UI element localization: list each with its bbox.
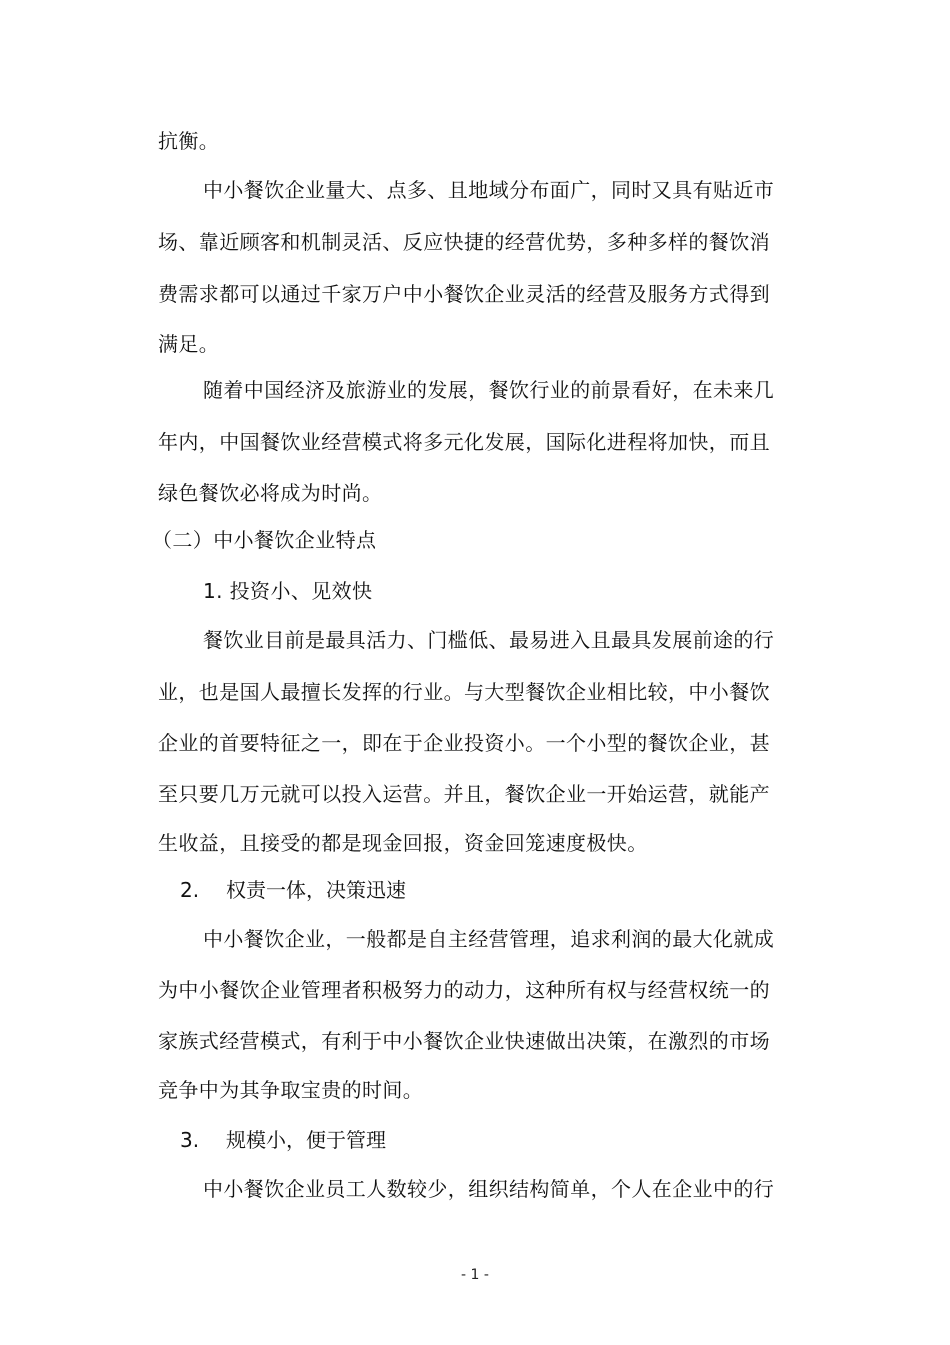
paragraph-line: 年内，中国餐饮业经营模式将多元化发展，国际化进程将加快，而且 (158, 430, 770, 454)
paragraph-line: 竞争中为其争取宝贵的时间。 (158, 1078, 424, 1102)
item-heading: 1. 投资小、见效快 (203, 579, 373, 603)
paragraph-line: 中小餐饮企业员工人数较少，组织结构简单，个人在企业中的行 (203, 1177, 775, 1201)
item-heading: 规模小，便于管理 (226, 1128, 386, 1152)
paragraph-line: 企业的首要特征之一，即在于企业投资小。一个小型的餐饮企业，甚 (158, 731, 770, 755)
paragraph-line: 抗衡。 (158, 129, 220, 153)
paragraph-line: 满足。 (158, 332, 220, 356)
paragraph-line: 场、靠近顾客和机制灵活、反应快捷的经营优势，多种多样的餐饮消 (158, 230, 770, 254)
paragraph-line: 业，也是国人最擅长发挥的行业。与大型餐饮企业相比较，中小餐饮 (158, 680, 770, 704)
paragraph-line: 随着中国经济及旅游业的发展，餐饮行业的前景看好，在未来几 (203, 378, 775, 402)
paragraph-line: 生收益，且接受的都是现金回报，资金回笼速度极快。 (158, 831, 648, 855)
item-number: 2. (180, 878, 200, 902)
item-number: 3. (180, 1128, 200, 1152)
page-number: - 1 - (461, 1267, 489, 1283)
item-heading: 权责一体，决策迅速 (226, 878, 406, 902)
paragraph-line: 家族式经营模式，有利于中小餐饮企业快速做出决策，在激烈的市场 (158, 1029, 770, 1053)
paragraph-line: 中小餐饮企业，一般都是自主经营管理，追求利润的最大化就成 (203, 927, 775, 951)
paragraph-line: 为中小餐饮企业管理者积极努力的动力，这种所有权与经营权统一的 (158, 978, 770, 1002)
paragraph-line: 餐饮业目前是最具活力、门槛低、最易进入且最具发展前途的行 (203, 628, 775, 652)
paragraph-line: 中小餐饮企业量大、点多、且地域分布面广，同时又具有贴近市 (203, 178, 775, 202)
paragraph-line: 费需求都可以通过千家万户中小餐饮企业灵活的经营及服务方式得到 (158, 282, 770, 306)
paragraph-line: 至只要几万元就可以投入运营。并且，餐饮企业一开始运营，就能产 (158, 782, 770, 806)
paragraph-line: 绿色餐饮必将成为时尚。 (158, 481, 383, 505)
section-heading: （二）中小餐饮企业特点 (152, 528, 377, 552)
